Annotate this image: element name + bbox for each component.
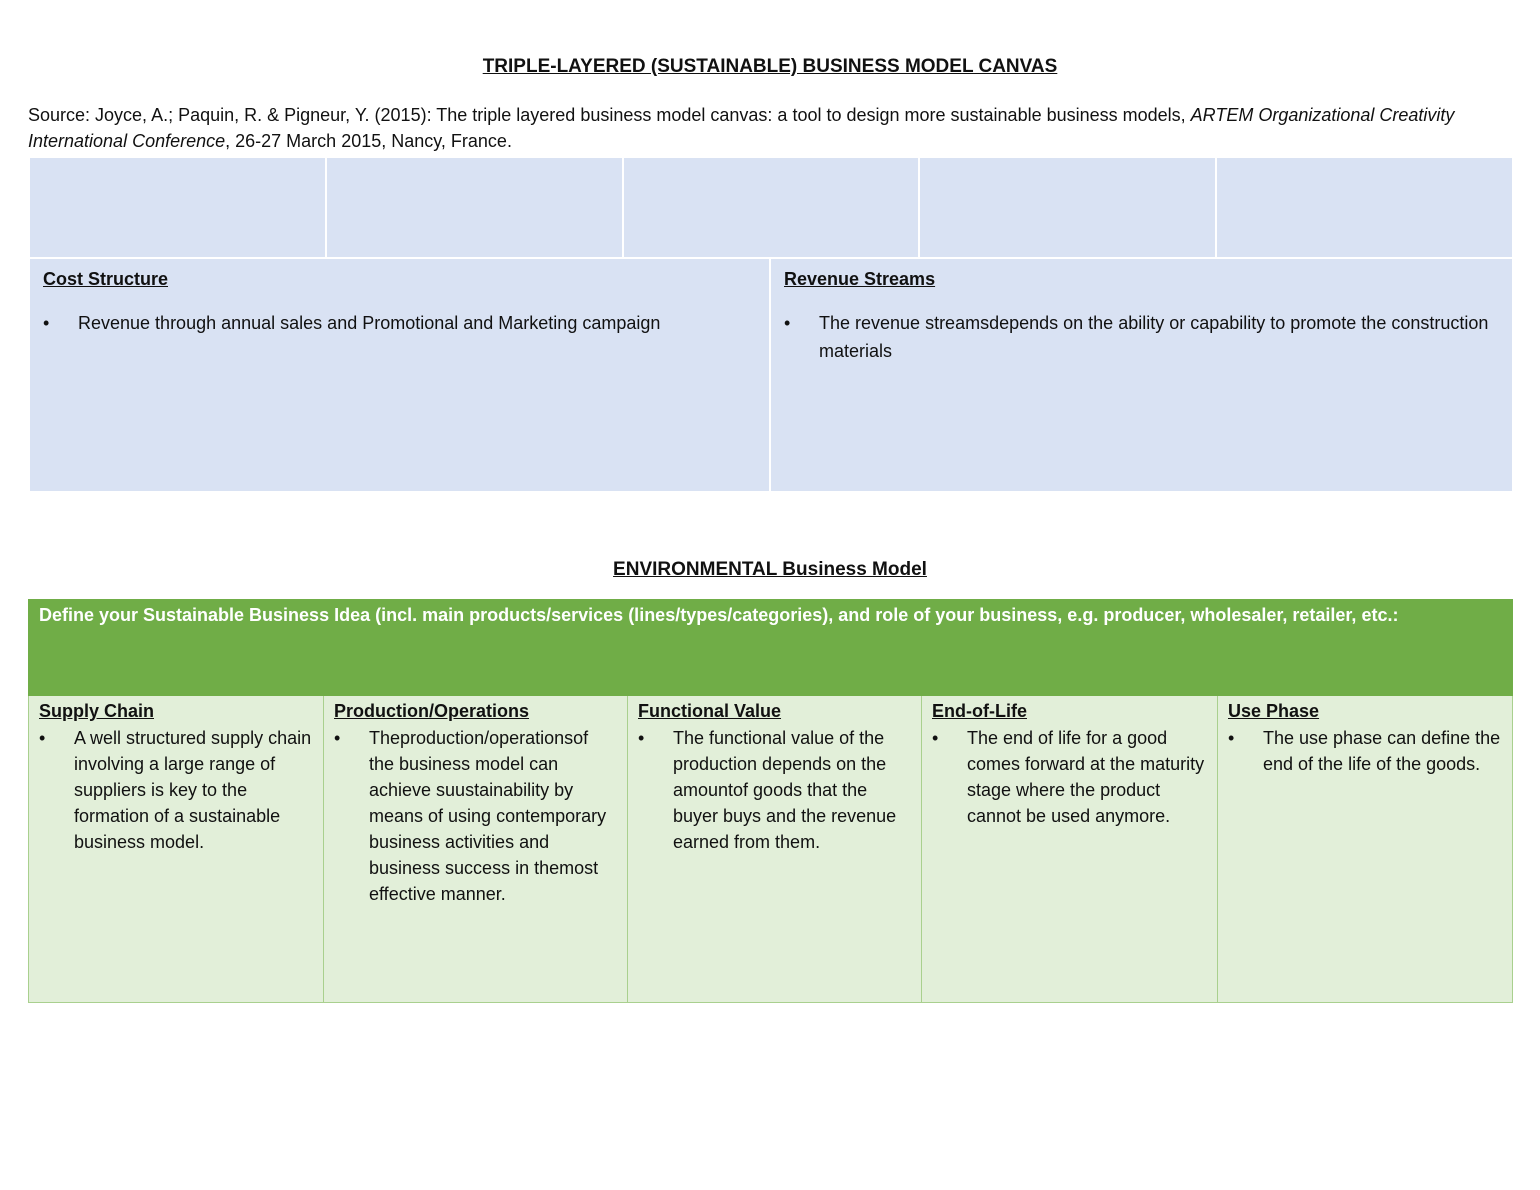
production-operations-block xyxy=(324,696,628,1002)
supply-chain-block xyxy=(29,696,324,1002)
use-phase-block xyxy=(1218,696,1512,1002)
environmental-columns xyxy=(28,696,1513,1003)
sustainable-idea-banner: Define your Sustainable Business Idea (incl. main products/services (lines/types/categories), and role of your business, e.g. producer, wholesaler, retailer, etc.: xyxy=(28,599,1513,696)
cost-structure-list xyxy=(43,309,756,337)
economic-block-4 xyxy=(920,158,1215,257)
supply-chain-bullet: • A well structured supply chain involving a large range of suppliers is key to the formation of a sustainable business model. xyxy=(39,725,313,855)
cost-structure-block xyxy=(30,259,769,491)
end-of-life-list xyxy=(932,725,1207,829)
functional-value-heading: Functional Value xyxy=(638,701,782,721)
revenue-streams-list xyxy=(784,309,1499,365)
economic-canvas-bottom-row xyxy=(30,259,1512,491)
production-operations-bullet: • Theproduction/operationsof the business model can achieve suustainability by means of using contemporary business activities and business success in themost effective manner. xyxy=(334,725,617,907)
revenue-streams-heading: Revenue Streams xyxy=(784,269,936,289)
revenue-streams-bullet: • The revenue streamsdepends on the ability or capability to promote the construction materials xyxy=(784,309,1499,365)
cost-structure-heading: Cost Structure xyxy=(43,269,169,289)
supply-chain-list xyxy=(39,725,313,855)
functional-value-bullet: • The functional value of the production depends on the amountof goods that the buyer buys and the revenue earned from them. xyxy=(638,725,911,855)
use-phase-bullet: • The use phase can define the end of the life of the goods. xyxy=(1228,725,1502,777)
economic-block-3 xyxy=(624,158,919,257)
use-phase-heading: Use Phase xyxy=(1228,701,1320,721)
source-prefix: Source: Joyce, A.; Paquin, R. & Pigneur, Y. (2015): The triple layered business model canvas: a tool to design more sustainable business models, xyxy=(28,105,1191,125)
economic-block-2 xyxy=(327,158,622,257)
functional-value-block xyxy=(628,696,922,1002)
source-conference: ARTEM Organizational Creativity International Conference xyxy=(28,105,1455,151)
functional-value-list xyxy=(638,725,911,855)
revenue-streams-block xyxy=(771,259,1512,491)
end-of-life-block xyxy=(922,696,1218,1002)
end-of-life-bullet: • The end of life for a good comes forward at the maturity stage where the product cannot be used anymore. xyxy=(932,725,1207,829)
production-operations-list xyxy=(334,725,617,907)
cost-structure-bullet: • Revenue through annual sales and Promotional and Marketing campaign xyxy=(43,309,756,337)
economic-block-1 xyxy=(30,158,325,257)
economic-canvas-top-row xyxy=(30,158,1512,257)
environmental-title: ENVIRONMENTAL Business Model xyxy=(613,559,927,580)
source-citation xyxy=(28,102,1498,154)
supply-chain-heading: Supply Chain xyxy=(39,701,155,721)
economic-block-5 xyxy=(1217,158,1512,257)
use-phase-list xyxy=(1228,725,1502,777)
production-operations-heading: Production/Operations xyxy=(334,701,530,721)
end-of-life-heading: End-of-Life xyxy=(932,701,1027,721)
page-title: TRIPLE-LAYERED (SUSTAINABLE) BUSINESS MODEL CANVAS xyxy=(482,56,1058,77)
source-suffix: , 26-27 March 2015, Nancy, France. xyxy=(225,131,512,151)
